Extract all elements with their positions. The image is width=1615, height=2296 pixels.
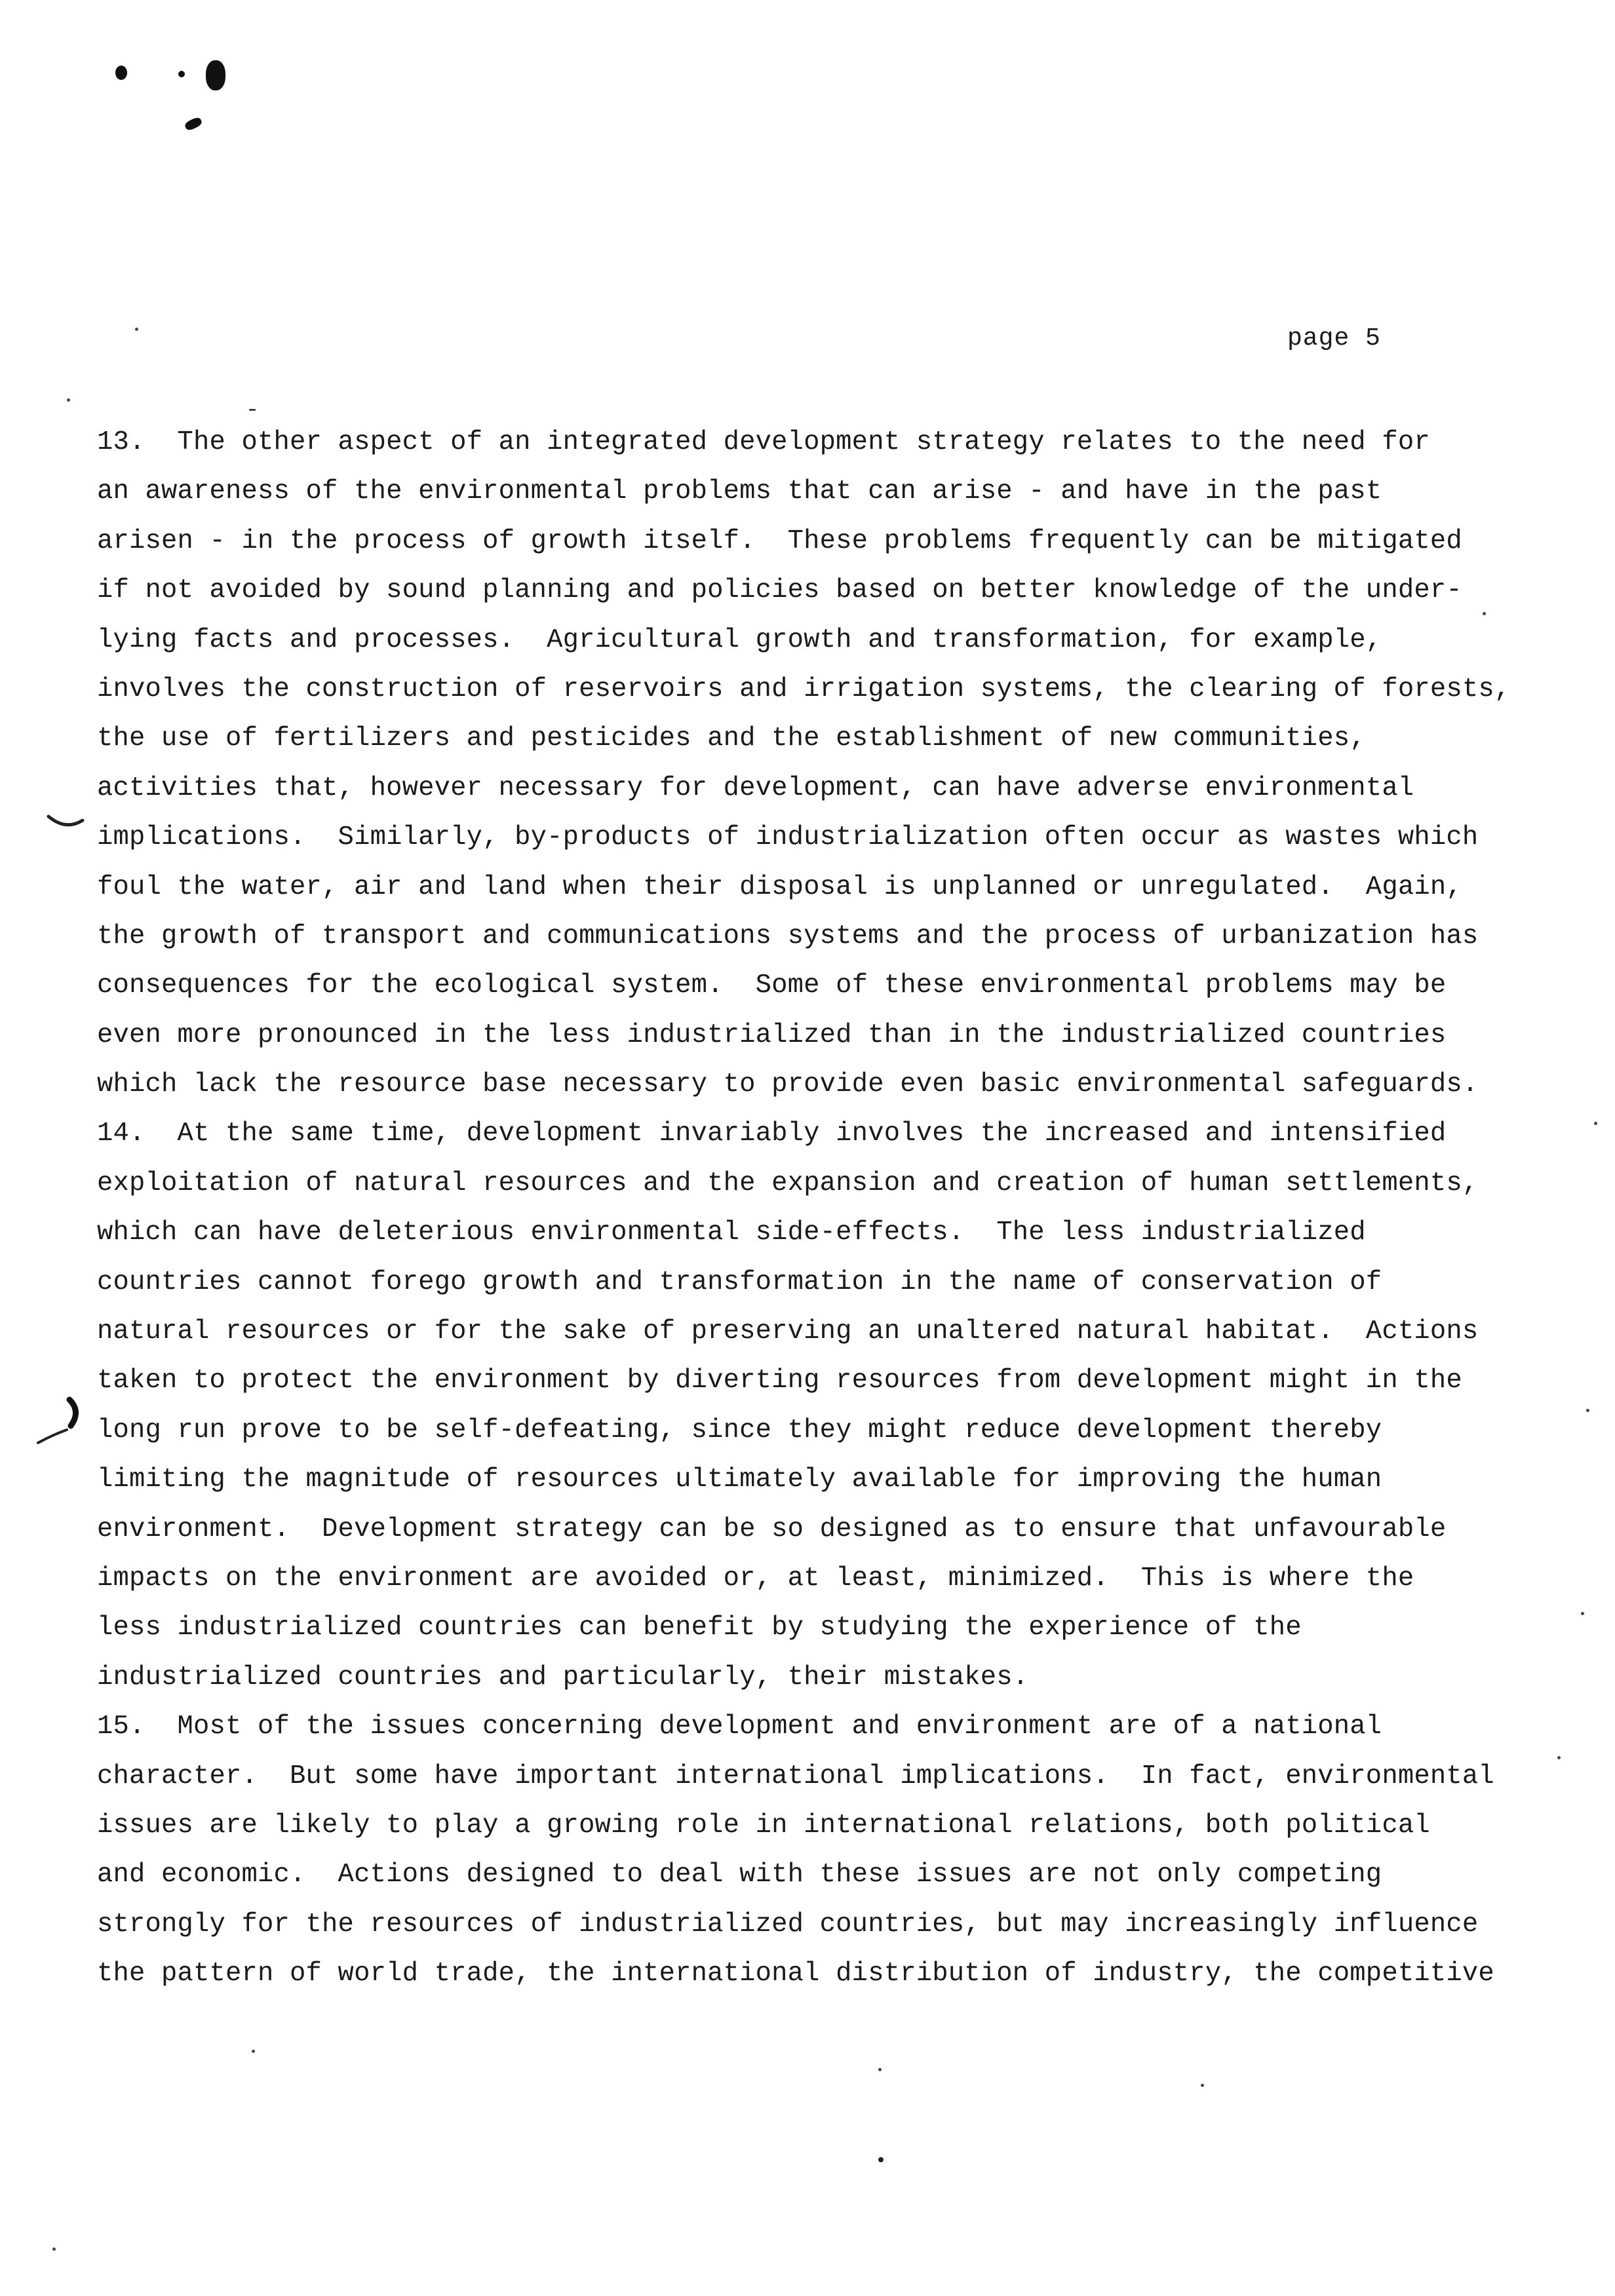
text-line: an awareness of the environmental problems that can arise - and have in the past <box>97 476 1382 507</box>
margin-parenthesis-mark <box>33 1396 85 1448</box>
text-line: the pattern of world trade, the international distribution of industry, the competitive <box>97 1959 1494 1989</box>
page-number: page 5 <box>1287 324 1381 353</box>
margin-bracket-mark <box>46 811 85 837</box>
text-line: lying facts and processes. Agricultural growth and transformation, for example, <box>97 624 1382 655</box>
text-line: involves the construction of reservoirs and irrigation systems, the clearing of forests, <box>97 674 1511 704</box>
text-line: exploitation of natural resources and the expansion and creation of human settlements, <box>97 1168 1479 1198</box>
text-line: long run prove to be self-defeating, since they might reduce development thereby <box>97 1415 1382 1445</box>
body-text <box>97 418 1552 1999</box>
text-line: countries cannot forego growth and transformation in the name of conservation of <box>97 1267 1382 1297</box>
text-line: arisen - in the process of growth itself. These problems frequently can be mitigated <box>97 526 1462 556</box>
text-line: if not avoided by sound planning and policies based on better knowledge of the under- <box>97 575 1462 606</box>
text-line: strongly for the resources of industrialized countries, but may increasingly influence <box>97 1909 1479 1940</box>
text-line: 14. At the same time, development invariably involves the increased and intensified <box>97 1119 1447 1149</box>
text-line: 15. Most of the issues concerning development and environment are of a national <box>97 1712 1382 1742</box>
text-line: issues are likely to play a growing role in international relations, both political <box>97 1810 1430 1841</box>
text-line: less industrialized countries can benefit by studying the experience of the <box>97 1613 1302 1643</box>
text-line: and economic. Actions designed to deal with these issues are not only competing <box>97 1860 1382 1890</box>
text-line: the use of fertilizers and pesticides and the establishment of new communities, <box>97 723 1366 754</box>
text-line: consequences for the ecological system. Some of these environmental problems may be <box>97 970 1447 1001</box>
text-line: which lack the resource base necessary to provide even basic environmental safeguards. <box>97 1069 1479 1100</box>
text-line: limiting the magnitude of resources ultimately available for improving the human <box>97 1464 1382 1495</box>
text-line: taken to protect the environment by diverting resources from development might in the <box>97 1366 1462 1396</box>
text-line: the growth of transport and communications systems and the process of urbanization has <box>97 921 1479 951</box>
text-line: industrialized countries and particularly, their mistakes. <box>97 1662 1029 1693</box>
text-line: 13. The other aspect of an integrated development strategy relates to the need for <box>97 427 1430 457</box>
text-line: foul the water, air and land when their disposal is unplanned or unregulated. Again, <box>97 871 1462 902</box>
text-line: character. But some have important international implications. In fact, environmental <box>97 1761 1494 1791</box>
text-line: natural resources or for the sake of preserving an unaltered natural habitat. Actions <box>97 1316 1479 1347</box>
text-line: even more pronounced in the less industrialized than in the industrialized countries <box>97 1020 1447 1050</box>
text-line: implications. Similarly, by-products of industrialization often occur as wastes which <box>97 822 1479 853</box>
text-line: environment. Development strategy can be so designed as to ensure that unfavourable <box>97 1514 1447 1544</box>
text-line: activities that, however necessary for development, can have adverse environmental <box>97 773 1414 803</box>
text-line: which can have deleterious environmental side-effects. The less industrialized <box>97 1217 1366 1248</box>
text-line: impacts on the environment are avoided or, at least, minimized. This is where the <box>97 1563 1414 1594</box>
